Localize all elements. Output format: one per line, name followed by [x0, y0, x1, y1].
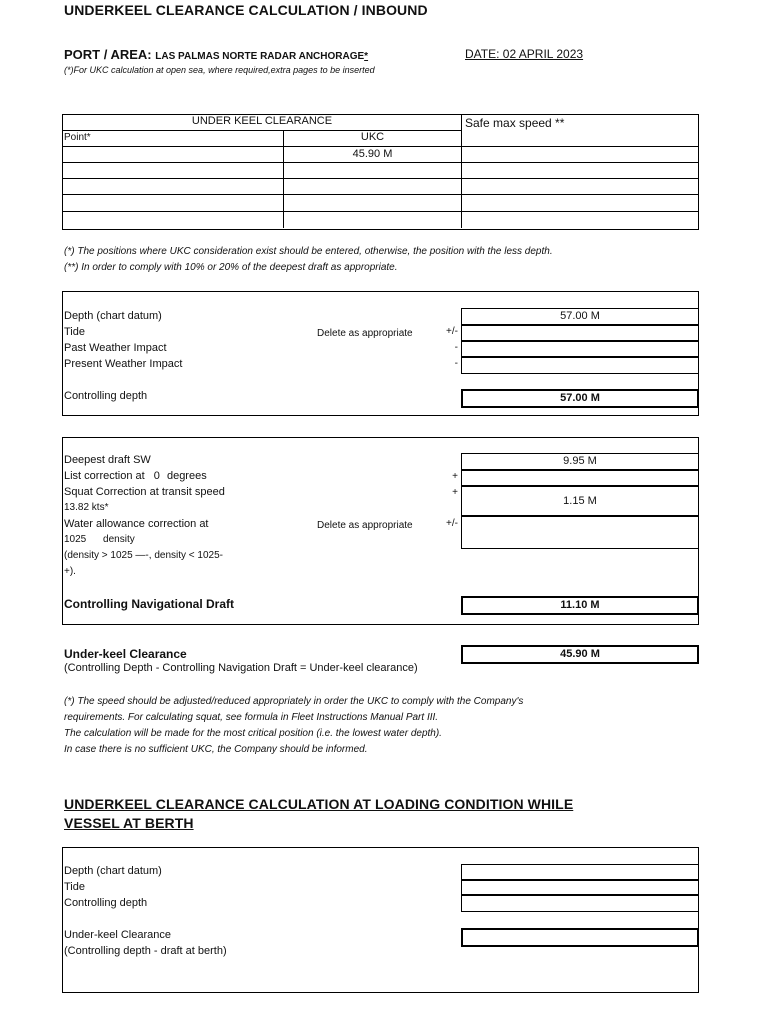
water-density-value: 1025: [64, 534, 87, 545]
berth-ukc-formula: (Controlling depth - draft at berth): [64, 945, 227, 957]
ukc-value: 45.90 M: [352, 148, 393, 160]
ukc-header: UKC: [360, 131, 385, 143]
ukc-group-header: UNDER KEEL CLEARANCE: [191, 115, 333, 127]
squat-value: 1.15 M: [563, 495, 597, 507]
divider: [62, 178, 698, 179]
list-correction-unit: degrees: [166, 470, 207, 482]
divider: [283, 130, 284, 228]
past-sign: -: [454, 342, 458, 353]
water-density: [64, 534, 135, 545]
controlling-draft-label: Controlling Navigational Draft: [64, 597, 235, 611]
open-sea-note: (*)For UKC calculation at open sea, where required,extra pages to be inserted: [64, 65, 375, 75]
berth-title-line1: UNDERKEEL CLEARANCE CALCULATION AT LOADING CONDITION WHILE: [64, 796, 574, 812]
date-field: DATE: 02 APRIL 2023: [465, 47, 584, 61]
divider: [62, 146, 698, 147]
controlling-depth-value-field: [461, 389, 699, 408]
water-allowance-value-field: [461, 515, 699, 549]
squat-label: Squat Correction at transit speed: [64, 486, 225, 498]
port-label: PORT / AREA:: [64, 47, 152, 62]
speed-note-line3: The calculation will be made for the most critical position (i.e. the lowest water depth).: [64, 728, 442, 739]
controlling-depth-value: 57.00 M: [560, 392, 600, 404]
list-sign: +: [452, 471, 458, 482]
safe-speed-header: Safe max speed **: [465, 116, 565, 130]
past-weather-label: Past Weather Impact: [64, 342, 167, 354]
squat-value-field: [461, 485, 699, 517]
list-correction-value: 0: [153, 470, 160, 482]
delete-note-draft: Delete as appropriate: [317, 520, 413, 531]
tide-label: Tide: [64, 326, 85, 338]
water-allowance-label: Water allowance correction at: [64, 518, 209, 530]
deepest-draft-label: Deepest draft SW: [64, 454, 151, 466]
divider: [62, 211, 698, 212]
list-correction-text: List correction at: [64, 470, 145, 482]
berth-ukc-label: Under-keel Clearance: [64, 929, 171, 941]
note-draft-percentage: (**) In order to comply with 10% or 20% of the deepest draft as appropriate.: [64, 262, 398, 273]
controlling-draft-value: 11.10 M: [560, 599, 600, 611]
ukc-result-formula: (Controlling Depth - Controlling Navigation Draft = Under-keel clearance): [64, 662, 418, 674]
berth-title-line2: VESSEL AT BERTH: [64, 815, 194, 831]
ukc-result-value: 45.90 M: [560, 648, 600, 660]
berth-ukc-value-field: [461, 928, 699, 947]
tide-sign: +/-: [446, 326, 458, 337]
speed-note-line1: (*) The speed should be adjusted/reduced appropriately in order the UKC to comply with the Company's: [64, 696, 524, 707]
berth-tide-label: Tide: [64, 881, 85, 893]
controlling-draft-value-field: [461, 596, 699, 615]
note-positions: (*) The positions where UKC consideration exist should be entered, otherwise, the position with the less depth.: [64, 246, 553, 257]
deepest-draft-value: 9.95 M: [563, 455, 597, 467]
density-note-2: +).: [64, 566, 76, 577]
berth-controlling-label: Controlling depth: [64, 897, 148, 909]
delete-note: Delete as appropriate: [317, 328, 413, 339]
present-weather-value-field: [461, 356, 699, 374]
depth-value: 57.00 M: [560, 310, 600, 322]
water-sign: +/-: [446, 518, 458, 529]
squat-speed: 13.82 kts*: [64, 502, 109, 513]
page-title: UNDERKEEL CLEARANCE CALCULATION / INBOUND: [64, 2, 428, 18]
speed-note-line2: requirements. For calculating squat, see formula in Fleet Instructions Manual Part III.: [64, 712, 439, 723]
point-header: Point*: [64, 132, 91, 143]
berth-depth-label: Depth (chart datum): [64, 865, 162, 877]
port-area: [64, 47, 368, 62]
port-marker: *: [364, 51, 369, 62]
ukc-result-value-field: [461, 645, 699, 664]
present-sign: -: [454, 358, 458, 369]
water-density-unit: density: [103, 534, 135, 545]
divider: [62, 194, 698, 195]
divider: [62, 162, 698, 163]
density-note-1: (density > 1025 —-, density < 1025-: [64, 550, 223, 561]
squat-sign: +: [452, 487, 458, 498]
depth-label: Depth (chart datum): [64, 310, 162, 322]
berth-controlling-value-field: [461, 894, 699, 912]
ukc-result-label: Under-keel Clearance: [64, 647, 187, 661]
controlling-depth-label: Controlling depth: [64, 390, 148, 402]
speed-note-line4: In case there is no sufficient UKC, the Company should be informed.: [64, 744, 368, 755]
present-weather-label: Present Weather Impact: [64, 358, 183, 370]
list-correction-label: [64, 470, 207, 482]
port-value: LAS PALMAS NORTE RADAR ANCHORAGE: [155, 51, 365, 62]
